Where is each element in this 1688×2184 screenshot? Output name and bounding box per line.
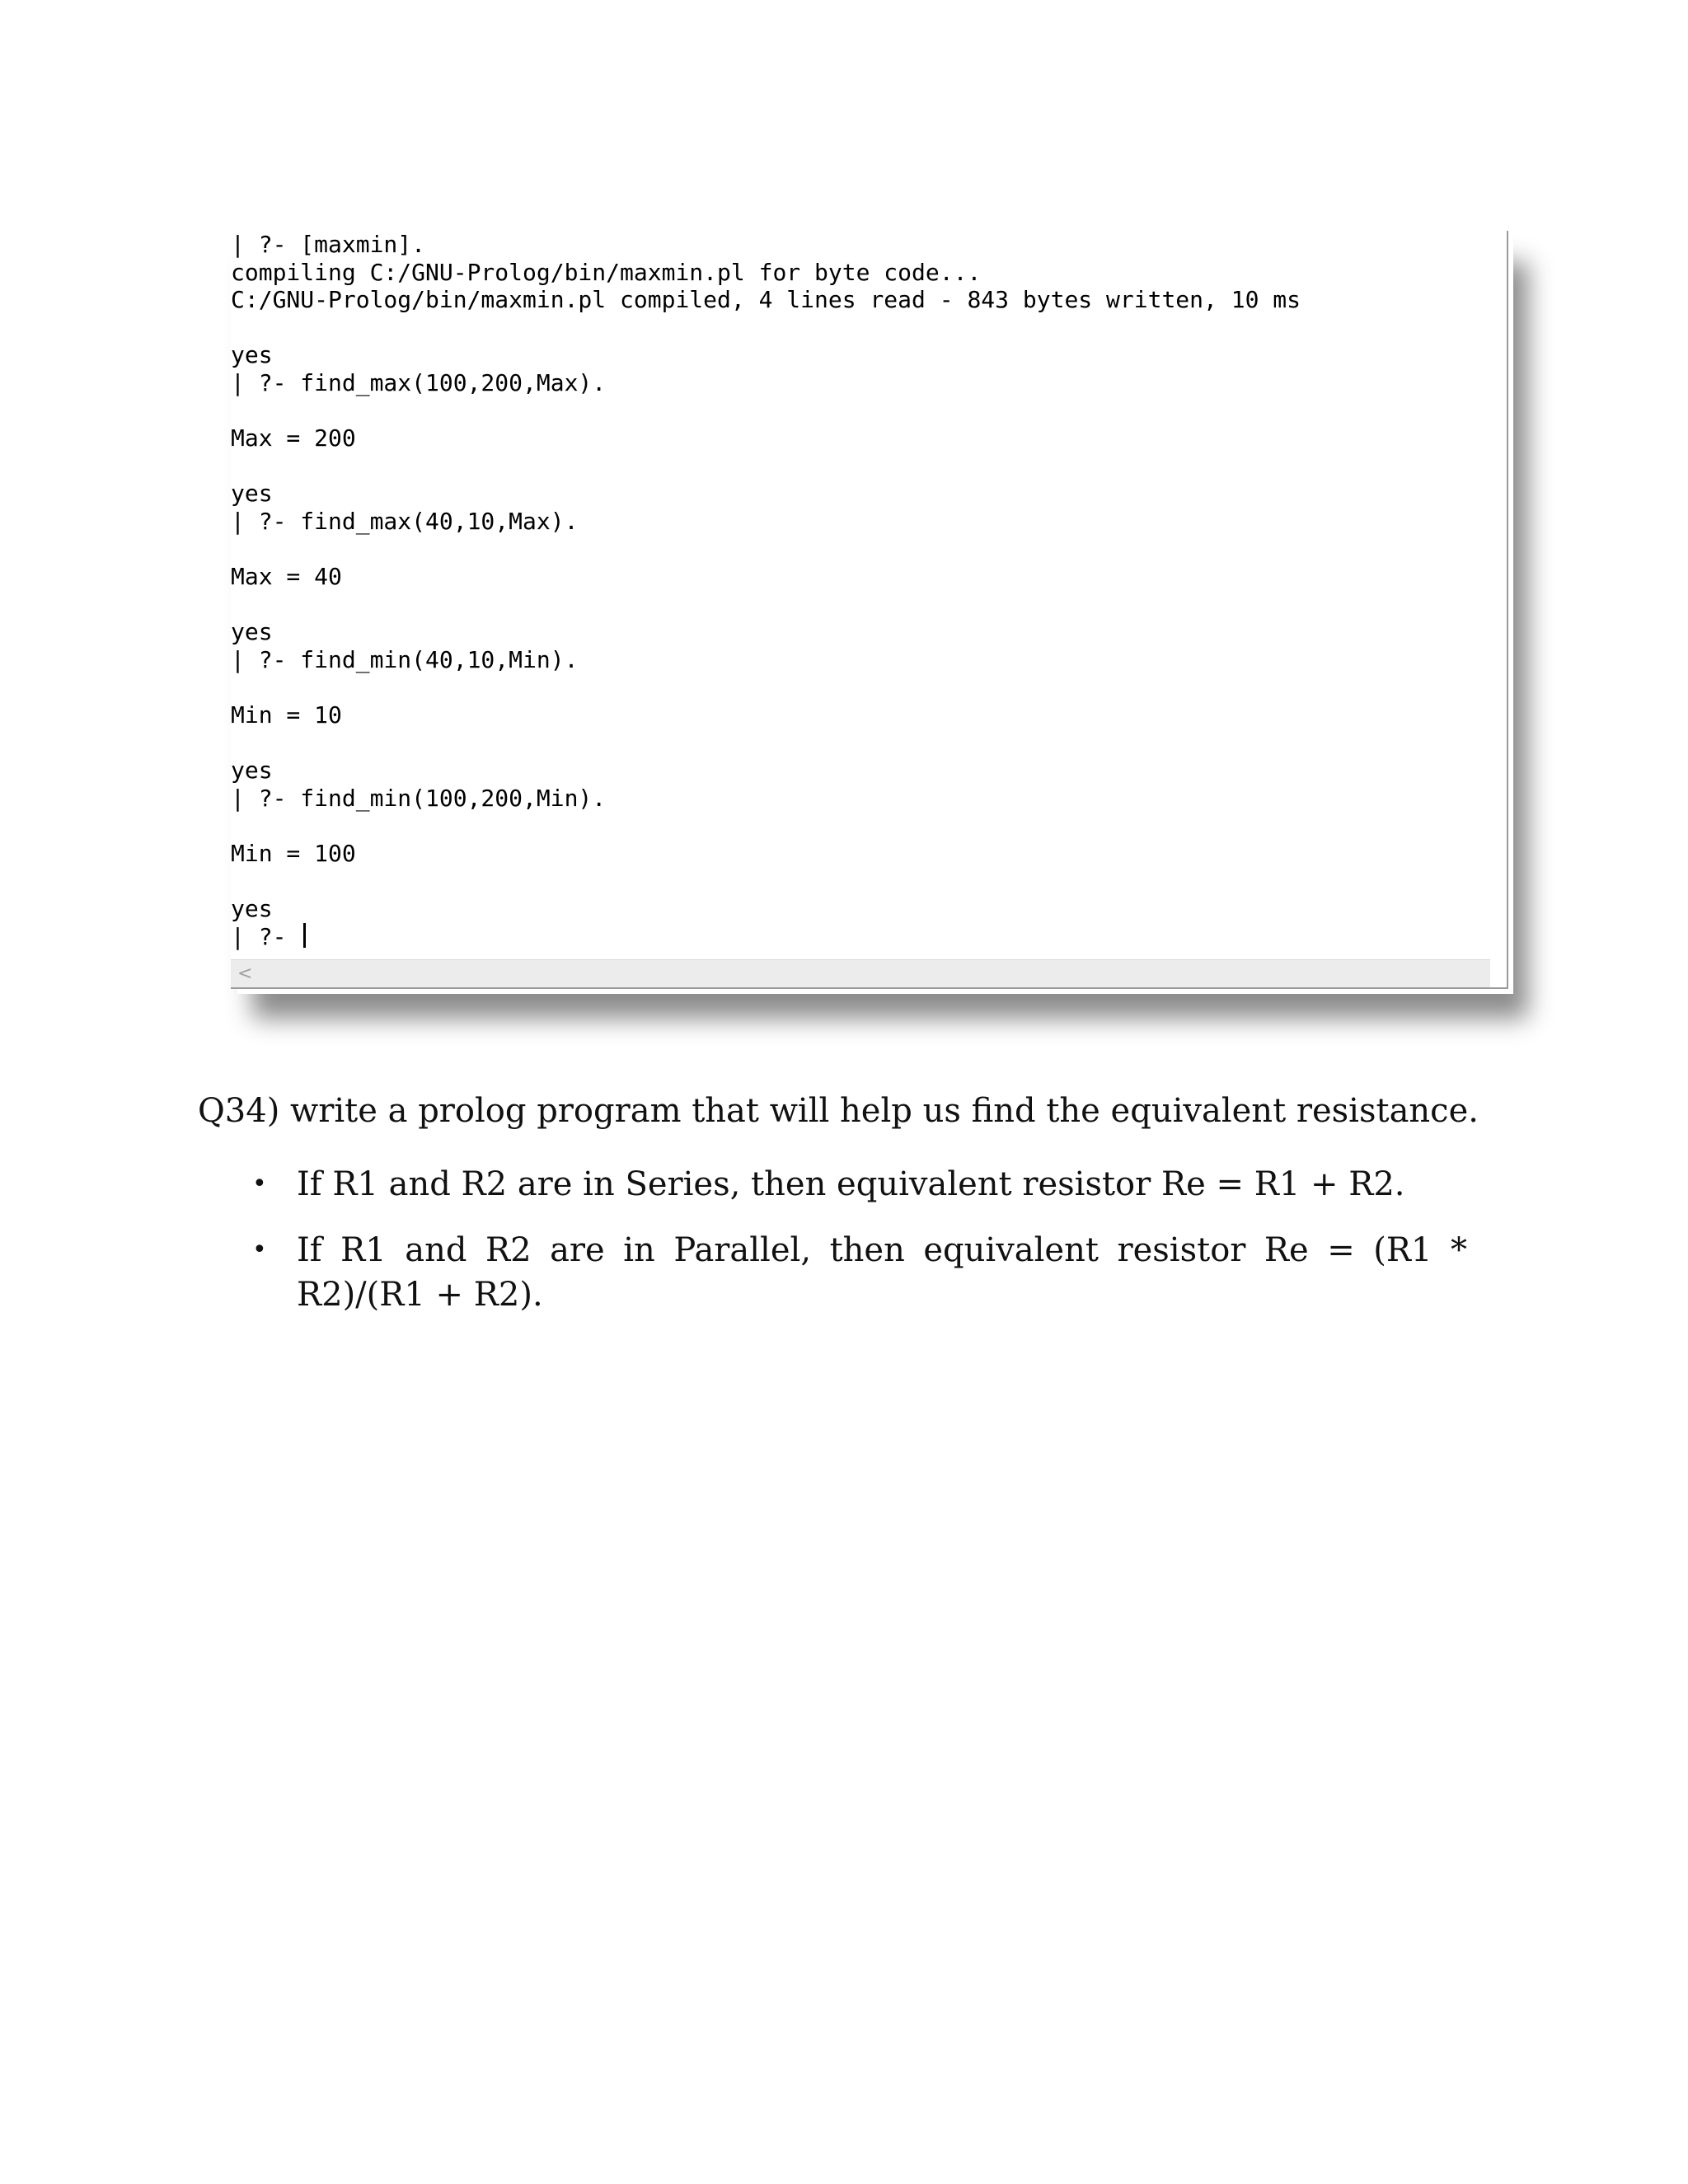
terminal-line: yes [231,341,273,369]
terminal-line: | ?- find_min(100,200,Min). [231,784,607,812]
list-item [247,1162,1467,1207]
terminal-line [231,314,1492,342]
terminal-line [231,729,1492,757]
terminal-line: compiling C:/GNU-Prolog/bin/maxmin.pl for byte code... [231,258,982,286]
terminal-line [231,536,1492,564]
terminal-line [231,674,1492,702]
bullet-icon: • [252,1235,267,1264]
text-cursor [303,923,306,948]
terminal-screenshot [231,231,1507,987]
bullet-icon: • [252,1169,267,1198]
question-bullet-list [247,1162,1467,1338]
terminal-line: | ?- find_max(100,200,Max). [231,368,607,396]
terminal-line: yes [231,480,273,508]
terminal-prompt-line[interactable] [231,923,1492,951]
terminal-line [231,868,1492,896]
bullet-text: If R1 and R2 are in Series, then equivalent resistor Re = R1 + R2. [297,1165,1405,1203]
terminal-line: yes [231,757,273,785]
bullet-text: If R1 and R2 are in Parallel, then equivalent resistor Re = (R1 * R2)/(R1 + R2). [297,1231,1467,1314]
terminal-window [231,231,1508,989]
terminal-line [231,452,1492,480]
terminal-line: Max = 40 [231,563,342,591]
terminal-line: | ?- find_min(40,10,Min). [231,645,579,673]
terminal-line [231,397,1492,425]
terminal-line [231,591,1492,619]
list-item [247,1228,1467,1317]
horizontal-scrollbar[interactable] [231,959,1490,988]
terminal-line: Min = 100 [231,840,356,868]
scroll-left-arrow-icon[interactable]: < [237,963,253,984]
terminal-line: | ?- [maxmin]. [231,231,426,258]
terminal-line: | ?- find_max(40,10,Max). [231,507,579,535]
terminal-line [231,812,1492,840]
terminal-line: Max = 200 [231,424,356,452]
terminal-line: yes [231,618,273,646]
terminal-line: C:/GNU-Prolog/bin/maxmin.pl compiled, 4 lines read - 843 bytes written, 10 ms [231,286,1301,314]
terminal-line: Min = 10 [231,701,342,729]
terminal-line: yes [231,895,273,923]
question-text: Q34) write a prolog program that will help us find the equivalent resistance. [198,1092,1479,1130]
terminal-prompt: | ?- [231,922,301,950]
terminal-output [231,231,1492,950]
